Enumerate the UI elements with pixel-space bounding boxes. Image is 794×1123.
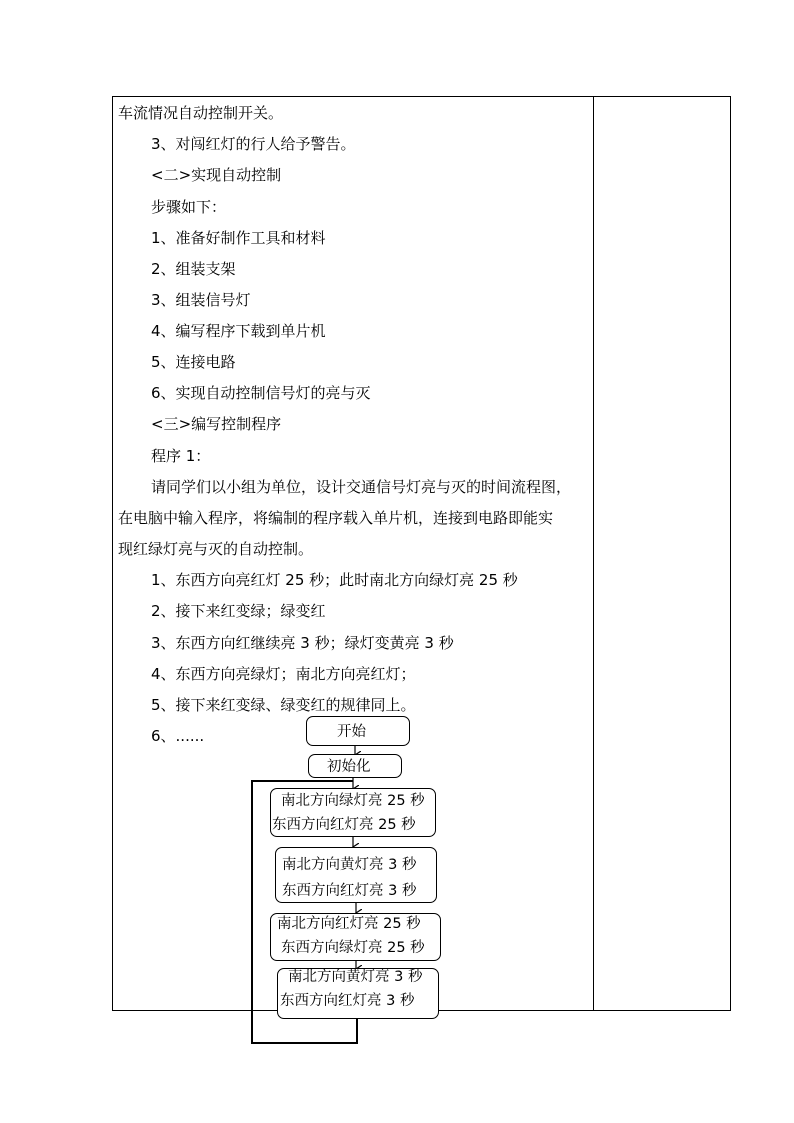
paragraph-line: 3、对闯红灯的行人给予警告。 [151,135,356,153]
section-heading: <二>实现自动控制 [151,166,282,184]
step-item: 6、实现自动控制信号灯的亮与灭 [151,384,371,402]
flow-step-box [270,788,436,837]
rule-item: 4、东西方向亮绿灯；南北方向亮红灯； [151,665,416,683]
paragraph-line: 现红绿灯亮与灭的自动控制。 [118,540,314,558]
rule-item: 1、东西方向亮红灯 25 秒；此时南北方向绿灯亮 25 秒 [151,571,518,589]
step-item: 3、组装信号灯 [151,291,251,309]
step-item: 4、编写程序下载到单片机 [151,322,326,340]
program-label: 程序 1： [151,447,211,465]
flow-step-line: 南北方向黄灯亮 3 秒 [282,857,417,873]
flow-step-line: 南北方向绿灯亮 25 秒 [281,793,425,809]
step-item: 5、连接电路 [151,353,236,371]
rule-item: 3、东西方向红继续亮 3 秒；绿灯变黄亮 3 秒 [151,634,454,652]
flow-step-box [277,968,439,1019]
paragraph-line: 步骤如下： [151,198,227,216]
flow-step-line: 东西方向红灯亮 3 秒 [282,883,417,899]
flow-start-label: 开始 [337,724,366,740]
paragraph-line: 在电脑中输入程序，将编制的程序载入单片机，连接到电路即能实 [118,509,554,527]
rule-item: 5、接下来红变绿、绿变红的规律同上。 [151,696,416,714]
flow-start-box [306,716,410,746]
flow-step-line: 南北方向黄灯亮 3 秒 [288,969,423,985]
paragraph-line: 车流情况自动控制开关。 [118,104,284,122]
flow-step-line: 南北方向红灯亮 25 秒 [277,916,421,932]
paragraph-line: 请同学们以小组为单位，设计交通信号灯亮与灭的时间流程图， [151,478,572,496]
step-item: 1、准备好制作工具和材料 [151,229,326,247]
flow-step-box [275,847,437,903]
flow-step-line: 东西方向绿灯亮 25 秒 [281,940,425,956]
section-heading: <三>编写控制程序 [151,415,282,433]
flow-step-line: 东西方向红灯亮 25 秒 [272,817,416,833]
step-item: 2、组装支架 [151,260,236,278]
flow-step-line: 东西方向红灯亮 3 秒 [280,993,415,1009]
flow-init-box [308,754,402,778]
rule-item: 2、接下来红变绿；绿变红 [151,602,326,620]
flow-init-label: 初始化 [327,759,371,775]
flow-step-box [270,913,441,961]
rule-item: 6、...... [151,727,205,745]
